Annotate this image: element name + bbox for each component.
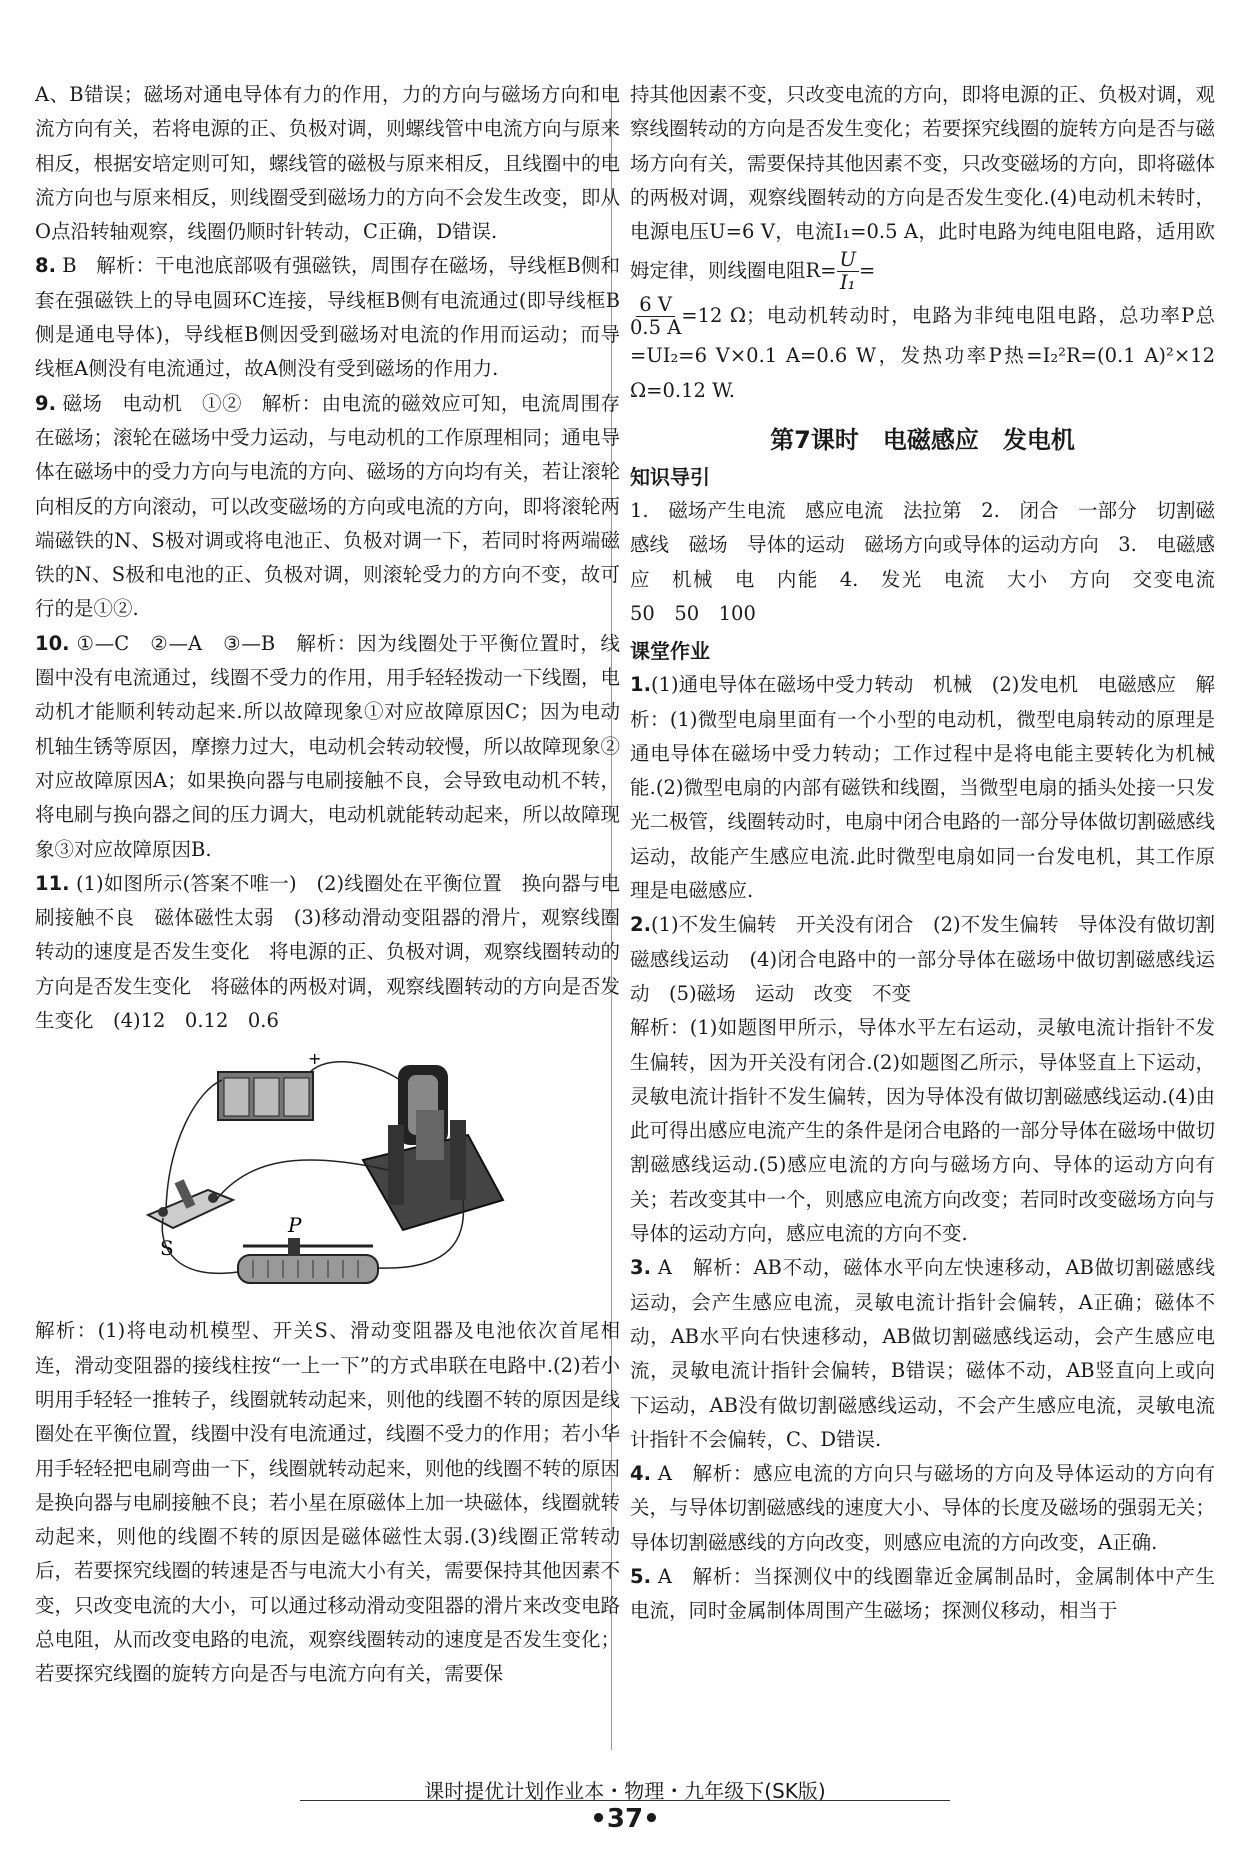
answer-11-continued [630,78,1215,408]
q-number: 2. [630,913,651,937]
rheostat-icon [238,1238,378,1283]
switch-label: S [159,1236,174,1261]
fraction-denominator: 0.5 A [630,316,682,340]
answer-text: (1)通电导体在磁场中受力转动 机械 (2)发电机 电磁感应 解析：(1)微型电扇里面有一个小型的电动机，微型电扇转动的原理是通电导体在磁场中受力转动；工作过程中是将电能主要转化为机械能.(2)微型电扇的内部有磁铁和线圈，当微型电扇的插头处接一只发光二极管，线圈转动时，电扇中闭合电路的一部分导体做切割磁感线运动，故能产生感应电流.此时微型电扇如同一台发电机，其工作原理是电磁感应. [630,673,1216,903]
answer-8 [35,249,620,386]
classwork-3 [630,1251,1215,1457]
classwork-2-explanation: 解析：(1)如题图甲所示，导体水平左右运动，灵敏电流计指针不发生偏转，因为开关没有闭合.(2)如题图乙所示，导体竖直上下运动，灵敏电流计指针不发生偏转，因为导体没有做切割磁感线运动.(4)由此可得出感应电流产生的条件是闭合电路的一部分导体在磁场中做切割磁感线运动.(5)感应电流的方向与磁场方向、导体的运动方向有关；若改变其中一个，则感应电流方向改变；若同时改变磁场方向与导体的运动方向，感应电流的方向不变. [630,1016,1216,1246]
left-column [35,78,620,1692]
q-number: 11. [35,871,70,895]
slider-label: P [287,1213,301,1238]
classwork-4 [630,1457,1215,1560]
answer-11 [35,867,620,1038]
subsection-knowledge-guide: 知识导引 [630,465,710,490]
answer-text: (1)不发生偏转 开关没有闭合 (2)不发生偏转 导体没有做切割磁感线运动 (4)闭合电路中的一部分导体在磁场中做切割磁感线运动 (5)磁场 运动 改变 不变 [630,913,1215,1005]
answer-text: 持其他因素不变，只改变电流的方向，即将电源的正、负极对调，观察线圈转动的方向是否发生变化；若要探究线圈的旋转方向是否与磁场方向有关，需要保持其他因素不变，只改变磁场的方向，即将磁体的两极对调，观察线圈转动的方向是否发生变化.(4)电动机未转时，电源电压U=6 V，电流I₁=0.5 A，此时电路为纯电阻电路，适用欧姆定律，则线圈电阻R= [630,83,1216,283]
answer-11-explanation: 解析：(1)将电动机模型、开关S、滑动变阻器及电池依次首尾相连，滑动变阻器的接线柱按“一上一下”的方式串联在电路中.(2)若小明用手轻轻一推转子，线圈就转动起来，则他的线圈不转的原因是线圈处在平衡位置，线圈中没有电流通过，线圈不受力的作用；若小华用手轻轻把电刷弯曲一下，线圈就转动起来，则他的线圈不转的原因是换向器与电刷接触不良；若小星在原磁体上加一块磁体，线圈就转动起来，则他的线圈不转的原因是磁体磁性太弱.(3)线圈正常转动后，若要探究线圈的转速是否与电流大小有关，需要保持其他因素不变，只改变电流的大小，可以通过移动滑动变阻器的滑片来改变电路总电阻，从而改变电路的电流，观察线圈转动的速度是否发生变化；若要探究线圈的旋转方向是否与电流方向有关，需要保 [35,1319,621,1686]
knowledge-answers: 1. 磁场产生电流 感应电流 法拉第 2. 闭合 一部分 切割磁感线 磁场 导体的运动 磁场方向或导体的运动方向 3. 电磁感应 机械 电 内能 4. 发光 电流 大小 方向 交变电流 50 50 100 [630,499,1235,625]
battery-icon [218,1072,313,1120]
circuit-diagram [138,1050,518,1300]
fraction-6v-over-05a [630,294,681,339]
switch-icon [148,1180,233,1229]
q-number: 1. [630,673,651,697]
answer-text: B 解析：干电池底部吸有强磁铁，周围存在磁场，导线框B侧和套在强磁铁上的导电圆环C连接，导线框B侧有电流通过(即导线框B侧是通电导体)，导线框B侧因受到磁场对电流的作用而运动；而导线框A侧没有电流通过，故A侧没有受到磁场的作用力. [35,254,620,381]
q-number: 8. [35,254,56,278]
page-footer [0,1775,1250,1834]
q-number: 10. [35,631,70,655]
classwork-5 [630,1560,1215,1629]
answer-text: (1)如图所示(答案不唯一) (2)线圈处在平衡位置 换向器与电刷接触不良 磁体磁性太弱 (3)移动滑动变阻器的滑片，观察线圈转动的速度是否发生变化 将电源的正、负极对调，观察线圈转动的方向是否发生变化 将磁体的两极对调，观察线圈转动的方向是否发生变化 (4)12 0.12 0.6 [35,871,621,1033]
classwork-1 [630,668,1215,908]
answer-text: 磁场 电动机 ①② 解析：由电流的磁效应可知，电流周围存在磁场；滚轮在磁场中受力运动，与电动机的工作原理相同；通电导体在磁场中的受力方向与电流的方向、磁场的方向均有关，若让滚轮向相反的方向滚动，可以改变磁场的方向或电流的方向，即将滚轮两端磁铁的N、S极对调或将电池正、负极对调一下，若同时将两端磁铁的N、S极和电池的正、负极对调，则滚轮受力的方向不变，故可行的是①②. [35,391,621,621]
fraction-numerator: U [837,249,859,272]
answer-7-continued: A、B错误；磁场对通电导体有力的作用，力的方向与磁场方向和电流方向有关，若将电源的正、负极对调，则螺线管中电流方向与原来相反，根据安培定则可知，螺线管的磁极与原来相反，且线圈中的电流方向也与原来相反，则线圈受到磁场力的方向不会发生改变，即从O点沿转轴观察，线圈仍顺时针转动，C正确，D错误. [35,83,621,244]
answer-text: A 解析：当探测仪中的线圈靠近金属制品时，金属制体中产生电流，同时金属制体周围产生磁场；探测仪移动，相当于 [630,1564,1215,1623]
q-number: 5. [630,1564,651,1588]
classwork-2 [630,908,1215,1011]
equals-sign: = [858,259,876,283]
fraction-numerator: 6 V [636,294,675,317]
right-column [630,78,1235,1629]
q-number: 9. [35,391,56,415]
motor-icon [363,1065,503,1230]
answer-text: ①—C ②—A ③—B 解析：因为线圈处于平衡位置时，线圈中没有电流通过，线圈不受力的作用，用手轻轻拨动一下线圈，电动机才能顺利转动起来.所以故障现象①对应故障原因C；因为电动机轴生锈等原因，摩擦力过大，电动机会转动较慢，所以故障现象②对应故障原因A；如果换向器与电刷接触不良，会导致电动机不转，将电刷与换向器之间的压力调大，电动机就能转动起来，所以故障现象③对应故障原因B. [35,631,621,861]
subsection-classwork: 课堂作业 [630,639,710,664]
fraction-denominator: I₁ [839,271,856,295]
plus-label: + [307,1050,321,1069]
answer-text: =12 Ω；电动机转动时，电路为非纯电阻电路，总功率P总=UI₂=6 V×0.1 A=0.6 W，发热功率P热=I₂²R=(0.1 A)²×12 Ω=0.12 W. [630,304,1215,402]
circuit-figure [138,1050,518,1300]
section-title: 第7课时 电磁感应 发电机 [770,426,1075,455]
answer-9 [35,387,620,627]
answer-text: A 解析：AB不动，磁体水平向左快速移动，AB做切割磁感线运动，会产生感应电流，灵敏电流计指针会偏转，A正确；磁体不动，AB水平向右快速移动，AB做切割磁感线运动，会产生感应电流，灵敏电流计指针会偏转，B错误；磁体不动，AB竖直向上或向下运动，AB没有做切割磁感线运动，不会产生感应电流，灵敏电流计指针不会偏转，C、D错误. [630,1256,1215,1451]
answer-10 [35,627,620,867]
q-number: 3. [630,1256,651,1280]
book-title: 课时提优计划作业本・物理・九年级下(SK版) [424,1779,826,1803]
answer-text: A 解析：感应电流的方向只与磁场的方向及导体运动的方向有关，与导体切割磁感线的速度大小、导体的长度及磁场的强弱无关；导体切割磁感线的方向改变，则感应电流的方向改变，A正确. [630,1462,1216,1554]
page-number: •37• [590,1804,660,1834]
fraction-u-over-i1 [837,249,859,294]
q-number: 4. [630,1462,651,1486]
